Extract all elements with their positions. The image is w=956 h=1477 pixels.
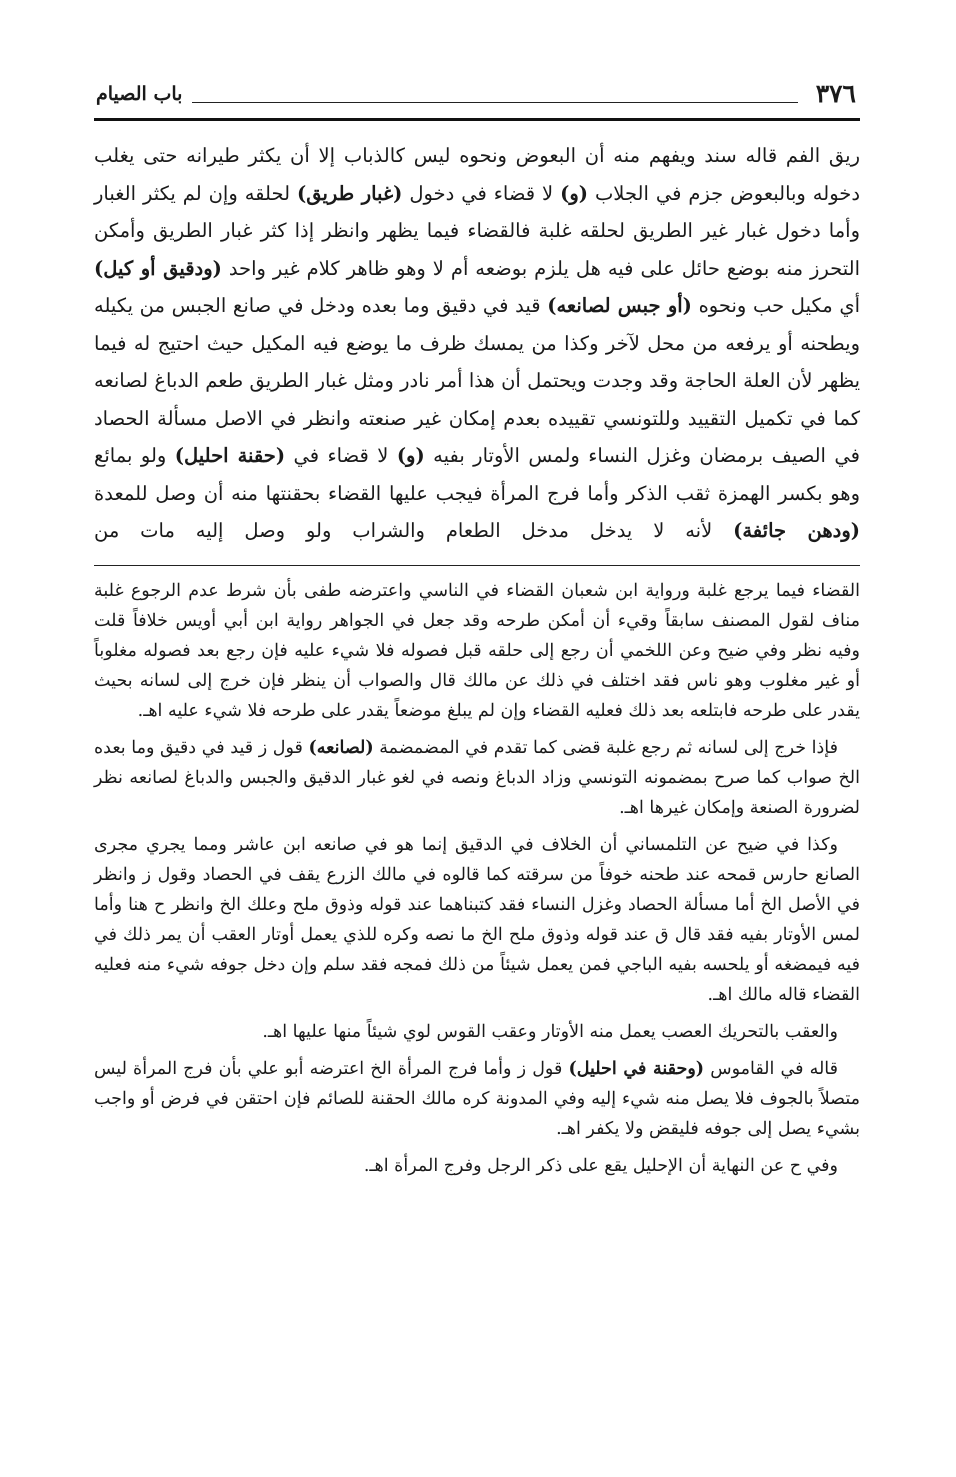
page-number: ٣٧٦	[815, 79, 856, 108]
page-header	[94, 78, 860, 110]
lemma: (غبار طريق)	[296, 181, 403, 205]
lemma: (وحقنة في احليل)	[568, 1058, 705, 1079]
book-page	[94, 78, 860, 1188]
header-divider	[192, 102, 798, 103]
lemma: (أو جبس لصانعه)	[547, 294, 692, 317]
footnote-paragraph: وكذا في ضيح عن التلمساني أن الخلاف في الدقيق إنما هو في صانعه ابن عاشر ومما يجري مجرى الصانع حارس قمحه عند طحنه خوفاً من سرقته كما قالوه في مالك الزرع يقف في الحصاد وقول ز وانظر في الأصل الخ أما مسألة الحصاد وغزل النساء فقد كتبناهما عند قوله وذوق ملح وعلك الخ وانظر ح هنا وأما لمس الأوتار بفيه فقد قال ق عند قوله وذوق ملح الخ ما نصه وكره للذي يعمل أوتار العقب أن يمر ذلك في فيه فيمضغه أو يلحسه بفيه الباجي فمن يعمل شيئاً من ذلك فمجه فقد سلم وإن دخل جوفه شيء منه فعليه القضاء قاله مالك اهـ.	[94, 834, 860, 1005]
lemma: (و)	[396, 444, 425, 467]
footnote-paragraph: فإذا خرج إلى لسانه ثم رجع غلبة قضى كما تقدم في المضمضمة (لصانعه) قول ز قيد في دقيق وما بعده الخ صواب كما صرح بمضمونه التونسي وزاد الدباغ ونصه في لغو غبار الدقيق والجبس والدباغ لصانعه نظر لضرورة الصنعة وإمكان غيرها اهـ.	[94, 737, 860, 818]
footnote-paragraph: القضاء فيما يرجع غلبة ورواية ابن شعبان القضاء في الناسي واعترضه طفى بأن شرط عدم الرجوع غلبة مناف لقول المصنف سابقاً وقيء أن أمكن طرحه وقد جعل في الجواهر رواية ابن أبي أويس خلافاً قلت وفيه نظر وفي ضيح وعن اللخمي أن رجع إلى حلقه قبل فصوله فلا شيء عليه فإن رجع بعد فصوله مغلوباً أو غير مغلوب وهو ناس فقد اختلف في ذلك عن مالك قال والصواب أن ينظر فإن خرج إلى لسانه بحيث يقدر على طرحه فابتلعه بعد ذلك فعليه القضاء وإن لم يبلغ موضعاً يقدر على طرحه فلا شيء عليه اهـ.	[94, 580, 860, 721]
main-text	[94, 137, 860, 550]
footnote-separator	[94, 565, 860, 566]
lemma: (ودهن جائفة)	[733, 519, 860, 542]
lemma: (و)	[560, 181, 588, 205]
header-rule	[94, 118, 860, 121]
footnotes	[94, 576, 860, 1181]
footnote-paragraph: قاله في القاموس (وحقنة في احليل) قول ز وأما فرج المرأة الخ اعترضه أبو علي بأن فرج المرأة ليس متصلاً بالجوف فلا يصل منه شيء إليه وفي المدونة كره مالك الحقنة للصائم فإن احتقن في فرض أو واجب بشيء يصل إلى جوفه فليقض ولا يكفر اهـ.	[94, 1058, 860, 1139]
main-paragraph: ريق الفم قاله سند ويفهم منه أن البعوض ونحوه ليس كالذباب إلا أن يكثر طيرانه حتى يغلب دخوله وبالبعوض جزم في الجلاب (و) لا قضاء في دخول (غبار طريق) لحلقه وإن لم يكثر الغبار وأما دخول غبار غير الطريق لحلقه غلبة فالقضاء فيما يظهر وانظر إذا كثر غبار الطريق وأمكن التحرز منه بوضع حائل على فيه هل يلزم بوضعه أم لا وهو ظاهر كلام غير واحد (ودقيق أو كيل) أي مكيل حب ونحوه (أو جبس لصانعه) قيد في دقيق وما بعده ودخل في صانع الجبس من يكيله ويطحنه أو يرفعه من محل لآخر وكذا من يمسك ظرف ما يوضع فيه المكيل حيث احتيج له فيما يظهر لأن العلة الحاجة وقد وجدت ويحتمل أن هذا أمر نادر ومثل غبار الطريق طعم الدباغ لصانعه كما في تكميل التقييد وللتونسي تقييده بعدم إمكان غير صنعته وانظر في الاصل مسألة الحصاد في الصيف برمضان وغزل النساء ولمس الأوتار بفيه (و) لا قضاء في (حقنة احليل) ولو بمائع وهو بكسر الهمزة ثقب الذكر وأما فرج المرأة فيجب عليها القضاء بحقنتها منه أن وصل للمعدة (ودهن جائفة) لأنه لا يدخل مدخل الطعام والشراب ولو وصل إليه مات من	[94, 144, 861, 542]
lemma: (ودقيق أو كيل)	[94, 256, 222, 280]
footnote-paragraph: والعقب بالتحريك العصب يعمل منه الأوتار وعقب القوس لوي شيئاً منها عليها اهـ.	[262, 1021, 838, 1042]
lemma: (لصانعه)	[308, 737, 374, 758]
running-head: باب الصيام	[96, 83, 183, 105]
footnote-paragraph: وفي ح عن النهاية أن الإحليل يقع على ذكر الرجل وفرج المرأة اهـ.	[363, 1155, 838, 1176]
lemma: (حقنة احليل)	[174, 444, 286, 467]
